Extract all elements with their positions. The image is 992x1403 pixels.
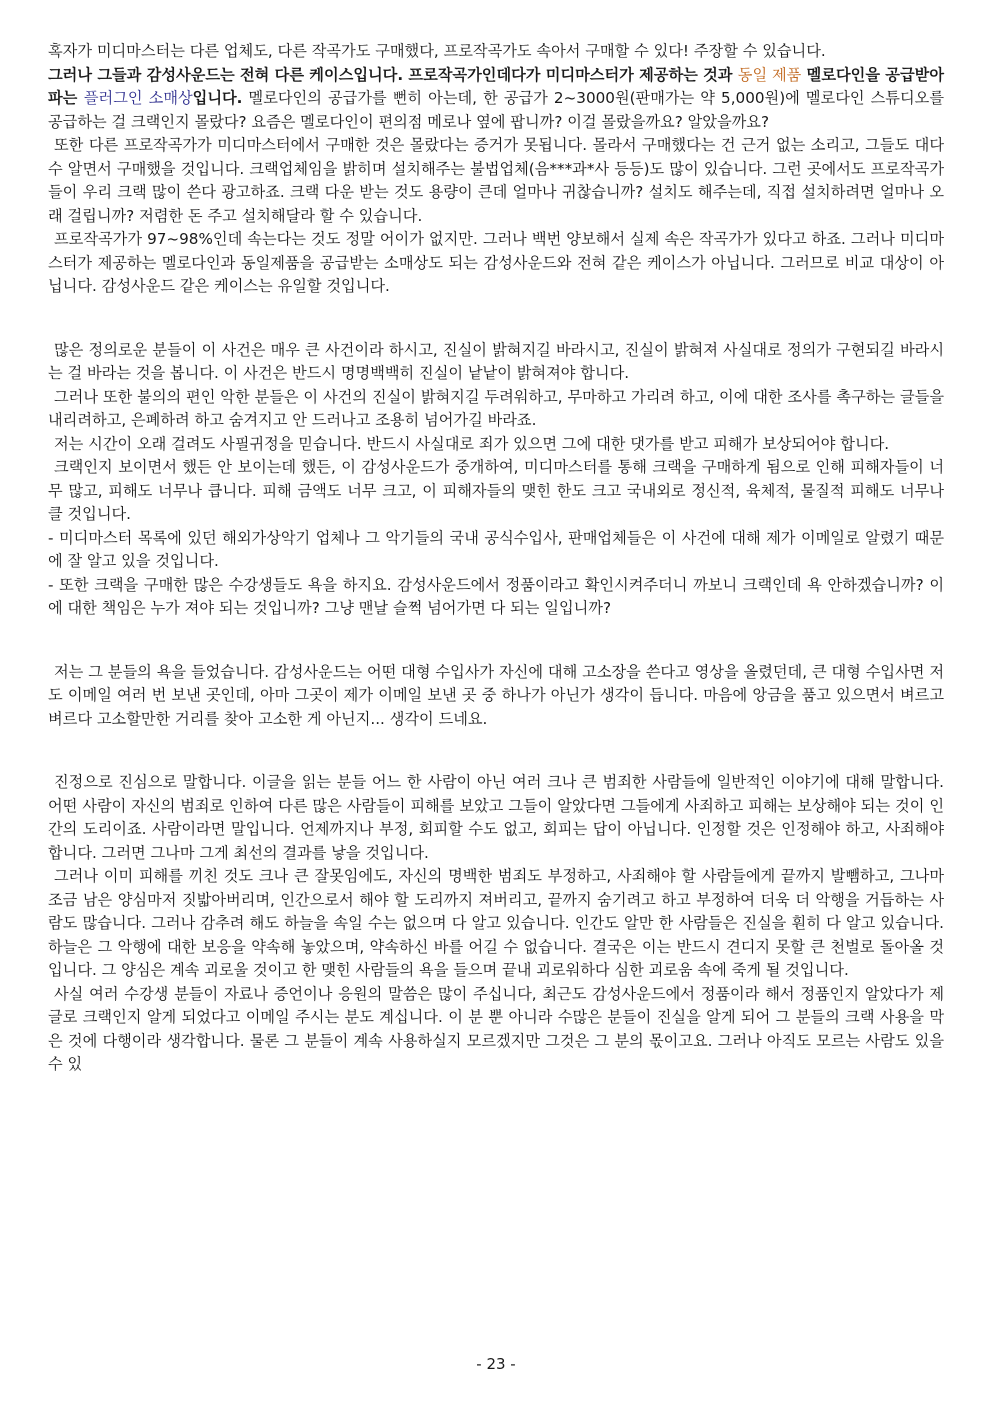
spacer <box>48 731 944 771</box>
page-number: - 23 - <box>476 1355 516 1373</box>
spacer <box>48 299 944 339</box>
paragraph-10: - 또한 크랙을 구매한 많은 수강생들도 욕을 하지요. 감성사운드에서 정품이라고 확인시켜주더니 까보니 크랙인데 욕 안하겠습니까? 이에 대한 책임은 누가 져야 되는 것입니까? 그냥 맨날 슬쩍 넘어가면 다 되는 일입니까? <box>48 575 944 617</box>
spacer <box>48 621 944 661</box>
paragraph-1: 혹자가 미디마스터는 다른 업체도, 다른 작곡가도 구매했다, 프로작곡가도 속아서 구매할 수 있다! 주장할 수 있습니다. <box>48 42 826 60</box>
paragraph-12: 진정으로 진심으로 말합니다. 이글을 읽는 분들 어느 한 사람이 아닌 여러 크나 큰 범죄한 사람들에 일반적인 이야기에 대해 말합니다. 어떤 사람이 자신의 범죄로 인하여 다른 많은 사람들이 피해를 보았고 그들이 알았다면 그들에게 사죄하고 피해는 보상해야 되는 것이 인간의 도리이죠. 사람이라면 말입니다. 언제까지나 부정, 회피할 수도 없고, 회피는 답이 아닙니다. 인정할 것은 인정해야 하고, 사죄해야 합니다. 그러면 그나마 그게 최선의 결과를 낳을 것입니다. <box>48 773 944 862</box>
paragraph-13: 그러나 이미 피해를 끼친 것도 크나 큰 잘못임에도, 자신의 명백한 범죄도 부정하고, 사죄해야 할 사람들에게 끝까지 발뺌하고, 그나마 조금 남은 양심마저 짓밟아버리며, 인간으로서 해야 할 도리까지 져버리고, 끝까지 숨기려고 하고 부정하여 더욱 더 악행을 거듭하는 사람도 많습니다. 그러나 감추려 해도 하늘을 속일 수는 없으며 다 알고 있습니다. 인간도 알만 한 사람들은 진실을 훤히 다 알고 있습니다. 하늘은 그 악행에 대한 보응을 약속해 놓았으며, 약속하신 바를 어길 수 없습니다. 결국은 이는 반드시 견디지 못할 큰 천벌로 돌아올 것입니다. 그 양심은 계속 괴로울 것이고 한 맺힌 사람들의 욕을 들으며 끝내 괴로워하다 심한 괴로움 속에 죽게 될 것입니다. <box>48 867 944 979</box>
paragraph-7: 저는 시간이 오래 걸려도 사필귀정을 믿습니다. 반드시 사실대로 죄가 있으면 그에 대한 댓가를 받고 피해가 보상되어야 합니다. <box>54 434 890 453</box>
paragraph-5: 많은 정의로운 분들이 이 사건은 매우 큰 사건이라 하시고, 진실이 밝혀지길 바라시고, 진실이 밝혀져 사실대로 정의가 구현되길 바라시는 걸 바라는 것을 봅니다. 이 사건은 반드시 명명백백히 진실이 낱낱이 밝혀져야 합니다. <box>48 340 944 382</box>
paragraph-2-part-f: 멜로다인의 공급가를 뻔히 아는데, 한 공급가 2~3000원(판매가는 약 5,000원)에 멜로다인 스튜디오를 공급하는 걸 크랙인지 몰랐다? 요즘은 멜로다인이 편의점 메로나 옆에 팝니까? 이걸 몰랐을까요? 알았을까요? <box>48 89 944 131</box>
paragraph-14: 사실 여러 수강생 분들이 자료나 증언이나 응원의 말씀은 많이 주십니다, 최근도 감성사운드에서 정품이라 해서 정품인지 알았다가 제 글로 크랙인지 알게 되었다고 이메일 주시는 분도 계십니다. 이 분 뿐 아니라 수많은 분들이 진실을 알게 되어 그 분들의 크랙 사용을 막은 것에 다행이라 생각합니다. 물론 그 분들이 계속 사용하실지 모르겠지만 그것은 그 분의 몫이고요. 그러나 아직도 모르는 사람도 있을 수 있 <box>48 984 944 1073</box>
paragraph-2-part-c: 멜로다인을 공급받아 파는 <box>48 65 944 107</box>
paragraph-4: 프로작곡가가 97~98%인데 속는다는 것도 정말 어이가 없지만. 그러나 백번 양보해서 실제 속은 작곡가가 있다고 하죠. 그러나 미디마스터가 제공하는 멜로다인과 동일제품을 공급받는 소매상도 되는 감성사운드와 전혀 같은 케이스가 아닙니다. 그러므로 비교 대상이 아닙니다. 감성사운드 같은 케이스는 유일할 것입니다. <box>48 230 944 295</box>
paragraph-2 <box>48 64 944 135</box>
paragraph-2-part-e: 입니다. <box>192 89 243 107</box>
paragraph-6: 그러나 또한 불의의 편인 악한 분들은 이 사건의 진실이 밝혀지길 두려워하고, 무마하고 가리려 하고, 이에 대한 조사를 촉구하는 글들을 내리려하고, 은폐하려 하고 숨겨지고 안 드러나고 조용히 넘어가길 바라죠. <box>48 387 944 429</box>
paragraph-3: 또한 다른 프로작곡가가 미디마스터에서 구매한 것은 몰랐다는 증거가 못됩니다. 몰라서 구매했다는 건 근거 없는 소리고, 그들도 대다수 알면서 구매했을 것입니다. 크랙업체임을 밝히며 설치해주는 불법업체(음***과*사 등등)도 많이 있습니다. 그런 곳에서도 프로작곡가들이 우리 크랙 많이 쓴다 광고하죠. 크랙 다운 받는 것도 용량이 큰데 얼마나 귀찮습니까? 설치도 해주는데, 직접 설치하려면 얼마나 오래 걸립니까? 저렴한 돈 주고 설치해달라 할 수 있습니다. <box>48 136 944 225</box>
paragraph-8: 크랙인지 보이면서 했든 안 보이는데 했든, 이 감성사운드가 중개하여, 미디마스터를 통해 크랙을 구매하게 됨으로 인해 피해자들이 너무 많고, 피해도 너무나 큽니다. 피해 금액도 너무 크고, 이 피해자들의 맺힌 한도 크고 국내외로 정신적, 육체적, 물질적 피해도 너무나 클 것입니다. <box>48 458 944 523</box>
paragraph-11: 저는 그 분들의 욕을 들었습니다. 감성사운드는 어떤 대형 수입사가 자신에 대해 고소장을 쓴다고 영상을 올렸던데, 큰 대형 수입사면 저도 이메일 여러 번 보낸 곳인데, 아마 그곳이 제가 이메일 보낸 곳 중 하나가 아닌가 생각이 듭니다. 마음에 앙금을 품고 있으면서 벼르고 벼르다 고소할만한 거리를 찾아 고소한 게 아닌지... 생각이 드네요. <box>48 662 944 728</box>
paragraph-9: - 미디마스터 목록에 있던 해외가상악기 업체나 그 악기들의 국내 공식수입사, 판매업체들은 이 사건에 대해 제가 이메일로 알렸기 때문에 잘 알고 있을 것입니다. <box>48 528 944 570</box>
highlight-plugin-retailer: 플러그인 소매상 <box>83 89 193 107</box>
highlight-same-product: 동일 제품 <box>737 65 802 84</box>
document-body <box>48 40 944 1077</box>
paragraph-2-part-a: 그러나 그들과 감성사운드는 전혀 다른 케이스입니다. 프로작곡가인데다가 미디마스터가 제공하는 것과 <box>48 65 738 84</box>
